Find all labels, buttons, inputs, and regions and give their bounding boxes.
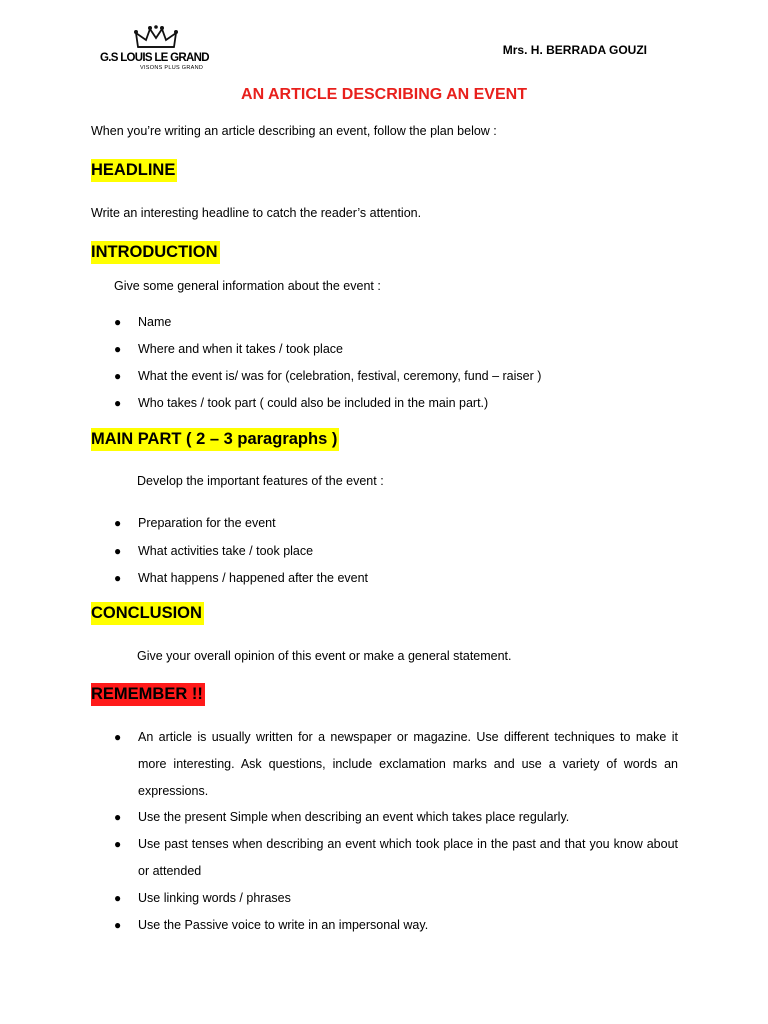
main-part-heading: MAIN PART ( 2 – 3 paragraphs ) xyxy=(91,428,339,451)
intro-text: When you’re writing an article describing an event, follow the plan below : xyxy=(91,124,497,138)
bullet-dot: ● xyxy=(114,837,122,852)
bullet-dot: ● xyxy=(114,917,122,932)
introduction-list xyxy=(114,309,542,417)
list-item: ● An article is usually written for a newspaper or magazine. Use different techniques to make it more interesting. Ask questions, include exclamation marks and use a variety of words an expressions. xyxy=(138,724,678,804)
list-item: ● Use past tenses when describing an event which took place in the past and that you know about or attended xyxy=(138,831,678,885)
bullet-dot: ● xyxy=(114,810,122,825)
list-item: ● Use linking words / phrases xyxy=(138,885,678,912)
introduction-text: Give some general information about the event : xyxy=(114,279,381,293)
logo-tagline: VISONS PLUS GRAND xyxy=(140,65,204,71)
bullet-dot: ● xyxy=(114,396,122,410)
conclusion-heading: CONCLUSION xyxy=(91,602,204,625)
list-item: ● Where and when it takes / took place xyxy=(138,336,541,363)
remember-heading: REMEMBER !! xyxy=(91,683,205,706)
list-item: ● Name xyxy=(138,309,541,336)
headline-text: Write an interesting headline to catch the reader’s attention. xyxy=(91,206,422,220)
bullet-dot: ● xyxy=(114,342,122,356)
bullet-dot: ● xyxy=(114,571,122,585)
conclusion-text: Give your overall opinion of this event or make a general statement. xyxy=(137,649,512,663)
school-logo xyxy=(100,25,215,70)
main-part-text: Develop the important features of the event : xyxy=(137,474,384,488)
bullet-dot: ● xyxy=(114,890,122,905)
bullet-dot: ● xyxy=(114,315,122,329)
bullet-dot: ● xyxy=(114,730,122,744)
crown-icon xyxy=(132,25,180,51)
author-name: Mrs. H. BERRADA GOUZI xyxy=(502,43,647,57)
list-item: ● Preparation for the event xyxy=(138,510,368,538)
remember-list xyxy=(114,724,678,938)
introduction-heading: INTRODUCTION xyxy=(91,241,220,264)
list-item: ● What the event is/ was for (celebration, festival, ceremony, fund – raiser ) xyxy=(138,363,541,390)
bullet-dot: ● xyxy=(114,543,122,558)
list-item: ● Use the present Simple when describing an event which takes place regularly. xyxy=(138,804,678,831)
main-part-list xyxy=(114,510,369,593)
list-item: ● What activities take / took place xyxy=(138,538,368,566)
bullet-dot: ● xyxy=(114,369,122,383)
logo-name: G.S LOUIS LE GRAND xyxy=(100,52,209,64)
list-item: ● What happens / happened after the event xyxy=(138,565,368,593)
list-item: ● Use the Passive voice to write in an impersonal way. xyxy=(138,912,678,939)
bullet-dot: ● xyxy=(114,516,122,530)
document-title: AN ARTICLE DESCRIBING AN EVENT xyxy=(241,86,527,103)
headline-heading: HEADLINE xyxy=(91,159,177,182)
list-item: ● Who takes / took part ( could also be included in the main part.) xyxy=(138,390,541,417)
